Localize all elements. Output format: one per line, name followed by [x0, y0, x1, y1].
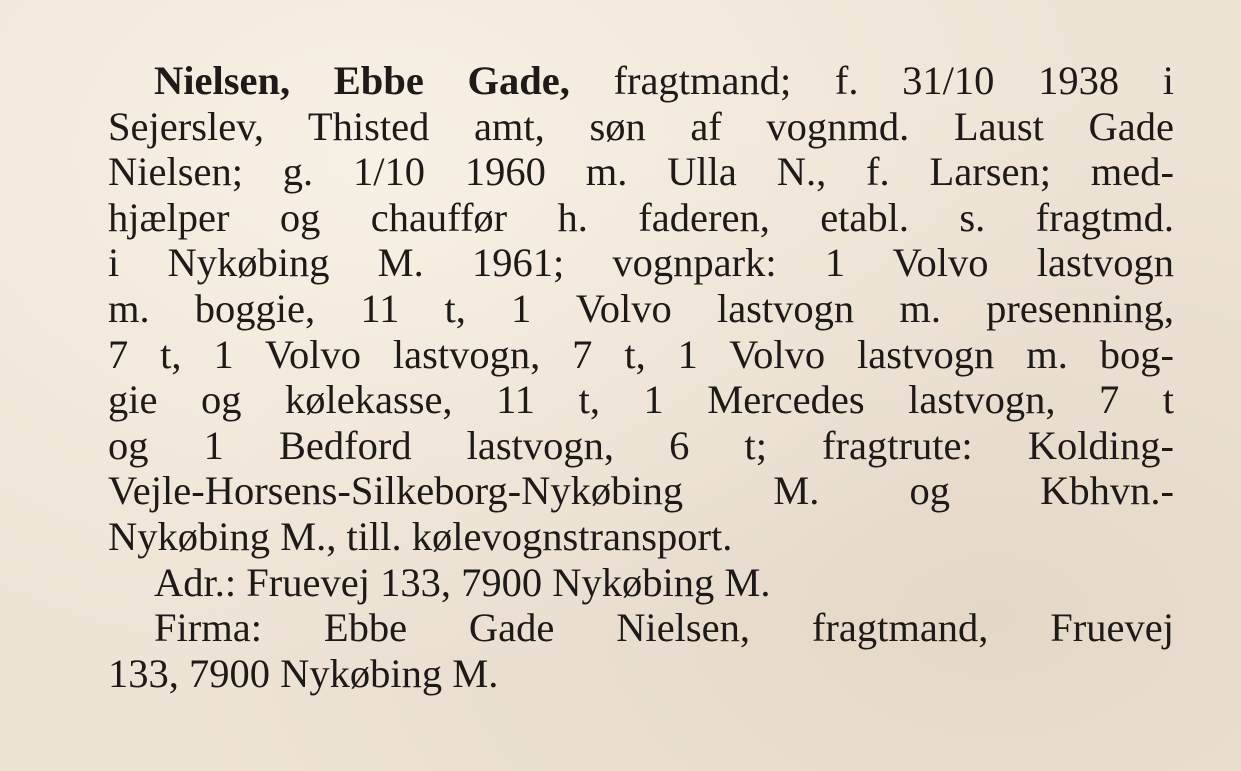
entry-line: 7 t, 1 Volvo lastvogn, 7 t, 1 Volvo lastvogn m. bog-	[108, 331, 1174, 377]
entry-line: m. boggie, 11 t, 1 Volvo lastvogn m. presenning,	[108, 285, 1174, 331]
address-line: Adr.: Fruevej 133, 7900 Nykøbing M.	[154, 559, 771, 605]
entry-line-1-rest: fragtmand; f. 31/10 1938 i	[569, 58, 1174, 103]
entry-line: i Nykøbing M. 1961; vognpark: 1 Volvo lastvogn	[108, 240, 1174, 286]
firma-line-2: 133, 7900 Nykøbing M.	[108, 650, 499, 696]
entry-line: Nielsen; g. 1/10 1960 m. Ulla N., f. Larsen; med-	[108, 149, 1174, 195]
entry-line: Sejerslev, Thisted amt, søn af vognmd. Laust Gade	[108, 103, 1174, 149]
entry-name: Nielsen, Ebbe Gade,	[154, 58, 570, 103]
entry-line: og 1 Bedford lastvogn, 6 t; fragtrute: Kolding-	[108, 422, 1174, 468]
firma-line-1: Firma: Ebbe Gade Nielsen, fragtmand, Fruevej	[154, 605, 1174, 651]
entry-line: Vejle-Horsens-Silkeborg-Nykøbing M. og Kbhvn.-	[108, 468, 1174, 514]
entry-line: hjælper og chauffør h. faderen, etabl. s. fragtmd.	[108, 194, 1174, 240]
entry-line: Nykøbing M., till. kølevognstransport.	[108, 513, 733, 559]
entry-line: gie og kølekasse, 11 t, 1 Mercedes lastvogn, 7 t	[108, 377, 1174, 423]
biographical-entry	[108, 58, 1174, 696]
entry-line-1	[108, 58, 1174, 104]
